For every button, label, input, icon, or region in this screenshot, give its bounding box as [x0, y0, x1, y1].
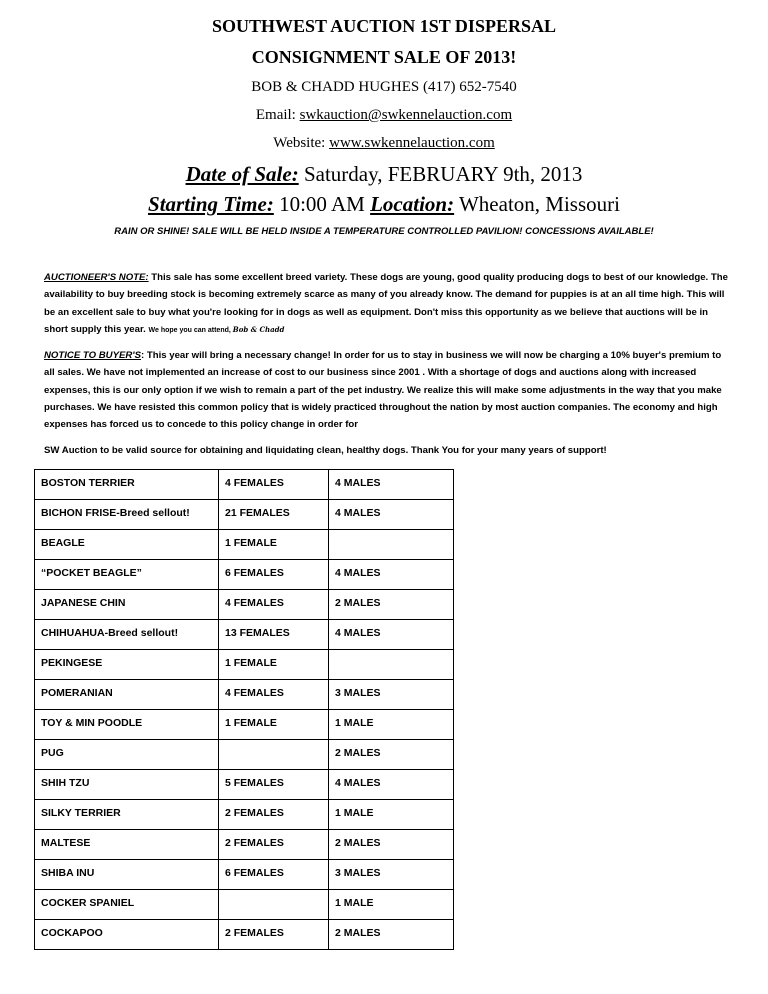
- website-label: Website:: [273, 135, 330, 151]
- breed-cell: PUG: [35, 739, 219, 769]
- table-row: [35, 829, 454, 859]
- signature: Bob & Chadd: [232, 324, 285, 334]
- breed-cell: MALTESE: [35, 829, 219, 859]
- breed-cell: BICHON FRISE-Breed sellout!: [35, 499, 219, 529]
- breed-cell: CHIHUAHUA-Breed sellout!: [35, 619, 219, 649]
- females-cell: 4 FEMALES: [219, 589, 329, 619]
- time-label: Starting Time:: [148, 192, 274, 216]
- males-cell: 4 MALES: [329, 469, 454, 499]
- closing-text: SW Auction to be valid source for obtaining and liquidating clean, healthy dogs. Thank You for your many years of support!: [44, 444, 607, 456]
- breed-cell: TOY & MIN POODLE: [35, 709, 219, 739]
- males-cell: 3 MALES: [329, 679, 454, 709]
- males-cell: 4 MALES: [329, 499, 454, 529]
- email-line: [0, 107, 768, 124]
- website-link[interactable]: www.swkennelauction.com: [329, 135, 495, 151]
- males-cell: 4 MALES: [329, 619, 454, 649]
- time-line: [0, 192, 768, 217]
- females-cell: 1 FEMALE: [219, 709, 329, 739]
- table-row: [35, 469, 454, 499]
- females-cell: 4 FEMALES: [219, 469, 329, 499]
- males-cell: 1 MALE: [329, 709, 454, 739]
- females-cell: 13 FEMALES: [219, 619, 329, 649]
- breed-cell: SHIBA INU: [35, 859, 219, 889]
- table-row: [35, 769, 454, 799]
- females-cell: [219, 739, 329, 769]
- males-cell: 1 MALE: [329, 799, 454, 829]
- body-content: [41, 269, 730, 950]
- location-label: Location:: [370, 192, 455, 216]
- breed-cell: BEAGLE: [35, 529, 219, 559]
- breed-table: [34, 469, 454, 950]
- table-row: [35, 709, 454, 739]
- males-cell: 1 MALE: [329, 889, 454, 919]
- females-cell: 21 FEMALES: [219, 499, 329, 529]
- males-cell: 2 MALES: [329, 589, 454, 619]
- males-cell: 2 MALES: [329, 739, 454, 769]
- table-row: [35, 589, 454, 619]
- table-row: [35, 859, 454, 889]
- table-row: [35, 679, 454, 709]
- table-row: [35, 649, 454, 679]
- note-small: We hope you can attend,: [148, 326, 233, 334]
- email-link[interactable]: swkauction@swkennelauction.com: [299, 107, 513, 123]
- email-label: Email:: [255, 107, 300, 123]
- females-cell: 1 FEMALE: [219, 649, 329, 679]
- females-cell: 2 FEMALES: [219, 799, 329, 829]
- date-label: Date of Sale:: [185, 162, 299, 186]
- breed-cell: BOSTON TERRIER: [35, 469, 219, 499]
- breed-cell: COCKAPOO: [35, 919, 219, 949]
- males-cell: 2 MALES: [329, 919, 454, 949]
- males-cell: [329, 649, 454, 679]
- time-value: 10:00 AM: [273, 192, 371, 216]
- contact: BOB & CHADD HUGHES (417) 652-7540: [251, 79, 517, 95]
- table-row: [35, 739, 454, 769]
- males-cell: 3 MALES: [329, 859, 454, 889]
- females-cell: 5 FEMALES: [219, 769, 329, 799]
- males-cell: [329, 529, 454, 559]
- auctioneer-note: [44, 269, 730, 339]
- females-cell: 2 FEMALES: [219, 829, 329, 859]
- notice-to-buyers: [44, 347, 730, 433]
- females-cell: 6 FEMALES: [219, 559, 329, 589]
- table-row: [35, 529, 454, 559]
- location-value: Wheaton, Missouri: [454, 192, 620, 216]
- females-cell: 1 FEMALE: [219, 529, 329, 559]
- breed-cell: JAPANESE CHIN: [35, 589, 219, 619]
- note-heading: AUCTIONEER'S NOTE:: [44, 272, 149, 283]
- table-row: [35, 559, 454, 589]
- table-row: [35, 619, 454, 649]
- breed-cell: PEKINGESE: [35, 649, 219, 679]
- date-value: Saturday, FEBRUARY 9th, 2013: [298, 162, 583, 186]
- notice-text: : This year will bring a necessary change! In order for us to stay in business we will now be charging a 10% buyer's premium to all sales. We have not implemented an increase of cost to our business since 2001 . With a shortage of dogs and auctions along with increased expenses, this is our only option if we wish to remain a part of the pet industry. We realize this will make some adjustments in the way that you make purchases. We have resisted this common policy that is widely practiced throughout the nation by most auction companies. The economy and high expenses has forced us to concede to this policy change in order for: [44, 350, 722, 431]
- breed-cell: SILKY TERRIER: [35, 799, 219, 829]
- males-cell: 4 MALES: [329, 559, 454, 589]
- table-row: [35, 889, 454, 919]
- females-cell: 2 FEMALES: [219, 919, 329, 949]
- rain-notice: RAIN OR SHINE! SALE WILL BE HELD INSIDE A TEMPERATURE CONTROLLED PAVILION! CONCESSIONS AVAILABLE!: [114, 226, 654, 237]
- females-cell: [219, 889, 329, 919]
- table-row: [35, 919, 454, 949]
- notice-heading: NOTICE TO BUYER'S: [44, 350, 141, 362]
- subtitle: CONSIGNMENT SALE OF 2013!: [251, 47, 517, 67]
- note-text: This sale has some excellent breed variety. These dogs are young, good quality producing dogs to best of our knowledge. The availability to buy breeding stock is becoming extremely scarce as many of you already know. The demand for puppies is at an all time high. This will be an excellent sale to buy what you're looking for in dogs as well as equipment. Don't miss this opportunity as we believe that auctions will be in short supply this year.: [44, 272, 728, 335]
- females-cell: 4 FEMALES: [219, 679, 329, 709]
- website-line: [0, 135, 768, 152]
- females-cell: 6 FEMALES: [219, 859, 329, 889]
- breed-cell: “POCKET BEAGLE”: [35, 559, 219, 589]
- title: SOUTHWEST AUCTION 1ST DISPERSAL: [212, 16, 556, 36]
- breed-cell: COCKER SPANIEL: [35, 889, 219, 919]
- males-cell: 4 MALES: [329, 769, 454, 799]
- table-row: [35, 799, 454, 829]
- breed-cell: SHIH TZU: [35, 769, 219, 799]
- breed-cell: POMERANIAN: [35, 679, 219, 709]
- table-row: [35, 499, 454, 529]
- date-line: [0, 162, 768, 187]
- males-cell: 2 MALES: [329, 829, 454, 859]
